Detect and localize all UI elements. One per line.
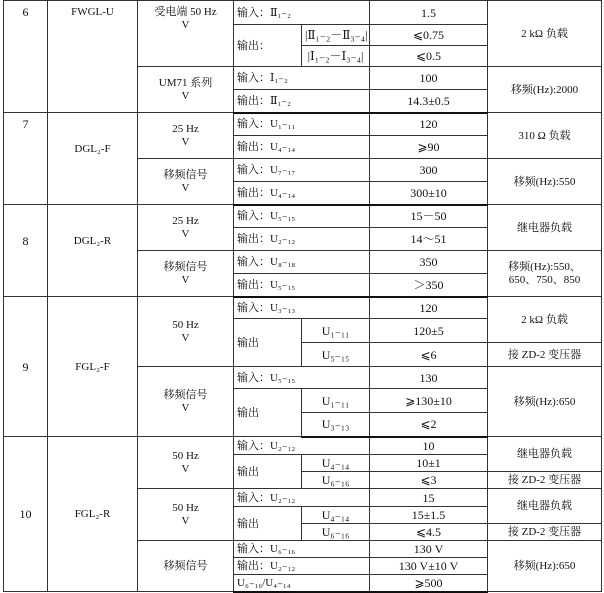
output-label: 输出 bbox=[234, 389, 302, 437]
input-label: 输入：U₅₋₁₅ bbox=[234, 205, 370, 228]
load-note: 移频(Hz):650 bbox=[488, 367, 602, 437]
output-label: 输出 bbox=[234, 319, 302, 367]
load-note: 移频(Hz):2000 bbox=[488, 67, 602, 113]
signal-type: 25 Hz V bbox=[138, 205, 234, 251]
output-value: 130 V±10 V bbox=[370, 558, 488, 575]
load-note: 2 kΩ 负载 bbox=[488, 297, 602, 343]
output-value: ⩽0.5 bbox=[370, 46, 488, 67]
model-name: DGL₂-R bbox=[48, 205, 138, 297]
signal-type: UM71 系列 V bbox=[138, 67, 234, 113]
output-value: 14.3±0.5 bbox=[370, 90, 488, 113]
input-label: 输入：Ⅱ₁₋₂ bbox=[234, 1, 370, 25]
output-label: 输出：U₄₋₁₄ bbox=[234, 182, 370, 205]
transformer-note: 接 ZD-2 变压器 bbox=[488, 343, 602, 367]
output-label: 输出：U₅₋₁₅ bbox=[234, 274, 370, 297]
signal-type: 25 Hz V bbox=[138, 113, 234, 159]
load-note: 310 Ω 负载 bbox=[488, 113, 602, 159]
input-value: 15 bbox=[370, 489, 488, 507]
load-note: 移频(Hz):550 bbox=[488, 159, 602, 205]
output-term: |Ⅰ₁₋₂－Ⅰ₃₋₄| bbox=[302, 46, 370, 67]
signal-type: 50 Hz V bbox=[138, 297, 234, 367]
output-value: 120±5 bbox=[370, 319, 488, 343]
output-term: |Ⅱ₁₋₂－Ⅱ₃₋₄| bbox=[302, 25, 370, 46]
row-number: 9 bbox=[4, 297, 48, 437]
model-name: FWGL-U bbox=[48, 1, 138, 113]
output-label: 输出：U₂₋₁₂ bbox=[234, 558, 370, 575]
load-note: 移频(Hz):550、 650、750、850 bbox=[488, 251, 602, 297]
input-value: 15－50 bbox=[370, 205, 488, 228]
signal-type: 移频信号 V bbox=[138, 251, 234, 297]
input-label: 输入：U₆₋₁₆ bbox=[234, 541, 370, 558]
input-value: 100 bbox=[370, 67, 488, 90]
output-label: 输出 bbox=[234, 455, 302, 489]
output-value: 14～51 bbox=[370, 228, 488, 251]
output-label: 输出：Ⅱ₁₋₂ bbox=[234, 90, 370, 113]
load-note: 2 kΩ 负载 bbox=[488, 1, 602, 67]
output-label: 输出： bbox=[234, 25, 302, 67]
transformer-note: 接 ZD-2 变压器 bbox=[488, 472, 602, 489]
model-name: FGL₂-F bbox=[48, 297, 138, 437]
output-value: ＞350 bbox=[370, 274, 488, 297]
input-label: 输入：U₇₋₁₇ bbox=[234, 159, 370, 182]
output-term: U₅₋₁₅ bbox=[302, 343, 370, 367]
input-label: 输入：U₂₋₁₂ bbox=[234, 489, 370, 507]
load-note: 继电器负载 bbox=[488, 205, 602, 251]
output-value: ⩽3 bbox=[370, 472, 488, 489]
specification-table bbox=[3, 0, 602, 593]
output-value: ⩽6 bbox=[370, 343, 488, 367]
input-value: 300 bbox=[370, 159, 488, 182]
signal-type: 移频信号 V bbox=[138, 159, 234, 205]
signal-type: 移频信号 bbox=[138, 541, 234, 592]
model-name: DGL₂-F bbox=[48, 113, 138, 205]
input-label: 输入：U₅₋₁₅ bbox=[234, 367, 370, 389]
output-term: U₃₋₁₃ bbox=[302, 413, 370, 437]
input-label: 输入：U₂₋₁₂ bbox=[234, 437, 370, 455]
output-label: 输出：U₄₋₁₄ bbox=[234, 136, 370, 159]
transformer-note: 接 ZD-2 变压器 bbox=[488, 524, 602, 541]
output-value: ⩽2 bbox=[370, 413, 488, 437]
input-value: 1.5 bbox=[370, 1, 488, 25]
output-term: U₄₋₁₄ bbox=[302, 455, 370, 472]
ratio-label: U₆₋₁₆/U₄₋₁₄ bbox=[234, 575, 370, 592]
signal-type: 50 Hz V bbox=[138, 437, 234, 489]
output-term: U₁₋₁₁ bbox=[302, 389, 370, 413]
output-value: ⩾90 bbox=[370, 136, 488, 159]
signal-type: 移频信号 V bbox=[138, 367, 234, 437]
input-value: 120 bbox=[370, 113, 488, 136]
load-note: 移频(Hz):650 bbox=[488, 541, 602, 592]
input-label: 输入：Ⅰ₁₋₂ bbox=[234, 67, 370, 90]
input-value: 130 bbox=[370, 367, 488, 389]
input-label: 输入：U₃₋₁₃ bbox=[234, 297, 370, 319]
output-value: ⩽0.75 bbox=[370, 25, 488, 46]
row-number: 6 bbox=[4, 1, 48, 113]
signal-type: 受电端 50 Hz V bbox=[138, 1, 234, 67]
row-number: 10 bbox=[4, 437, 48, 592]
row-number: 7 bbox=[4, 113, 48, 205]
load-note: 继电器负载 bbox=[488, 437, 602, 472]
load-note: 继电器负载 bbox=[488, 489, 602, 524]
output-value: ⩾130±10 bbox=[370, 389, 488, 413]
output-value: ⩽4.5 bbox=[370, 524, 488, 541]
output-term: U₄₋₁₄ bbox=[302, 507, 370, 524]
output-label: 输出 bbox=[234, 507, 302, 541]
model-name: FGL₂-R bbox=[48, 437, 138, 592]
signal-type: 50 Hz V bbox=[138, 489, 234, 541]
input-label: 输入：U₁₋₁₁ bbox=[234, 113, 370, 136]
input-value: 120 bbox=[370, 297, 488, 319]
output-term: U₆₋₁₆ bbox=[302, 472, 370, 489]
input-value: 350 bbox=[370, 251, 488, 274]
output-term: U₆₋₁₆ bbox=[302, 524, 370, 541]
output-value: 15±1.5 bbox=[370, 507, 488, 524]
input-value: 130 V bbox=[370, 541, 488, 558]
output-label: 输出：U₂₋₁₂ bbox=[234, 228, 370, 251]
output-value: 10±1 bbox=[370, 455, 488, 472]
input-value: 10 bbox=[370, 437, 488, 455]
input-label: 输入：U₈₋₁₈ bbox=[234, 251, 370, 274]
row-number: 8 bbox=[4, 205, 48, 297]
output-value: 300±10 bbox=[370, 182, 488, 205]
output-term: U₁₋₁₁ bbox=[302, 319, 370, 343]
ratio-value: ⩾500 bbox=[370, 575, 488, 592]
